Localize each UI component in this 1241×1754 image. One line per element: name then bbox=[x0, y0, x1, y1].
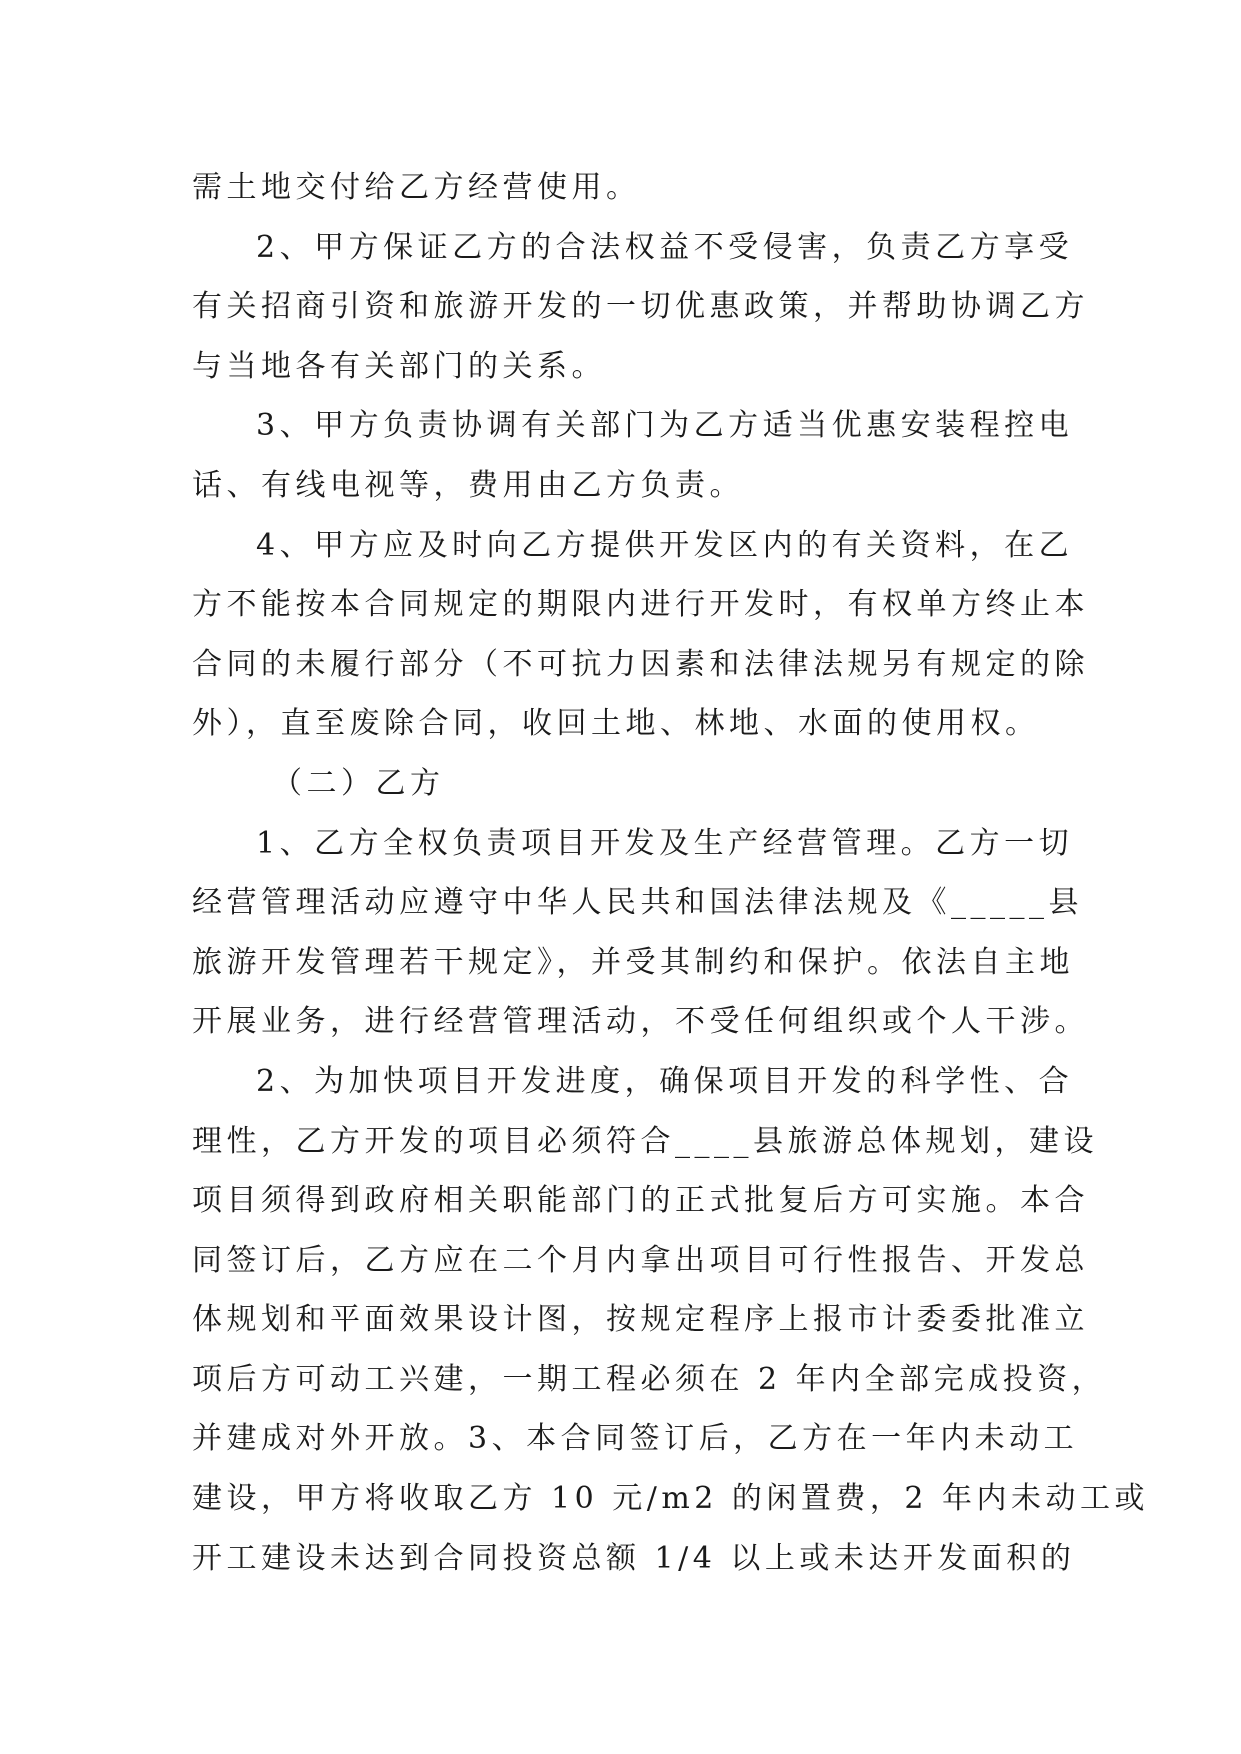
text-line-5: 3、甲方负责协调有关部门为乙方适当优惠安装程控电 bbox=[256, 408, 1074, 444]
text-line-22: 并建成对外开放。3、本合同签订后，乙方在一年内未动工 bbox=[192, 1421, 1079, 1457]
text-line-23: 建设，甲方将收取乙方 10 元/m2 的闲置费，2 年内未动工或 bbox=[192, 1481, 1150, 1517]
text-line-14: 旅游开发管理若干规定》，并受其制约和保护。依法自主地 bbox=[192, 944, 1074, 980]
text-line-10: 外），直至废除合同，收回土地、林地、水面的使用权。 bbox=[192, 706, 1040, 742]
text-line-1: 需土地交付给乙方经营使用。 bbox=[192, 170, 641, 205]
text-line-20: 体规划和平面效果设计图，按规定程序上报市计委委批准立 bbox=[192, 1302, 1089, 1338]
text-line-12: 1、乙方全权负责项目开发及生产经营管理。乙方一切 bbox=[256, 825, 1074, 861]
text-line-8: 方不能按本合同规定的期限内进行开发时，有权单方终止本 bbox=[192, 587, 1089, 623]
text-line-18: 项目须得到政府相关职能部门的正式批复后方可实施。本合 bbox=[192, 1183, 1089, 1219]
section-heading-party-b: （二）乙方 bbox=[272, 765, 445, 801]
text-line-9: 合同的未履行部分（不可抗力因素和法律法规另有规定的除 bbox=[192, 646, 1089, 682]
text-line-19: 同签订后，乙方应在二个月内拿出项目可行性报告、开发总 bbox=[192, 1242, 1089, 1278]
text-line-16: 2、为加快项目开发进度，确保项目开发的科学性、合 bbox=[256, 1063, 1074, 1099]
text-line-7: 4、甲方应及时向乙方提供开发区内的有关资料，在乙 bbox=[256, 527, 1074, 563]
text-line-24: 开工建设未达到合同投资总额 1/4 以上或未达开发面积的 bbox=[192, 1540, 1076, 1576]
text-line-2: 2、甲方保证乙方的合法权益不受侵害，负责乙方享受 bbox=[256, 229, 1074, 265]
text-line-4: 与当地各有关部门的关系。 bbox=[192, 348, 606, 384]
text-line-21: 项后方可动工兴建，一期工程必须在 2 年内全部完成投资， bbox=[192, 1361, 1107, 1397]
text-line-13: 经营管理活动应遵守中华人民共和国法律法规及《_____县 bbox=[192, 885, 1083, 921]
contract-body-text bbox=[192, 158, 1150, 1588]
text-line-15: 开展业务，进行经营管理活动，不受任何组织或个人干涉。 bbox=[192, 1004, 1089, 1040]
text-line-17: 理性，乙方开发的项目必须符合____县旅游总体规划，建设 bbox=[192, 1123, 1098, 1159]
text-line-6: 话、有线电视等，费用由乙方负责。 bbox=[192, 467, 744, 503]
text-line-3: 有关招商引资和旅游开发的一切优惠政策，并帮助协调乙方 bbox=[192, 289, 1089, 325]
